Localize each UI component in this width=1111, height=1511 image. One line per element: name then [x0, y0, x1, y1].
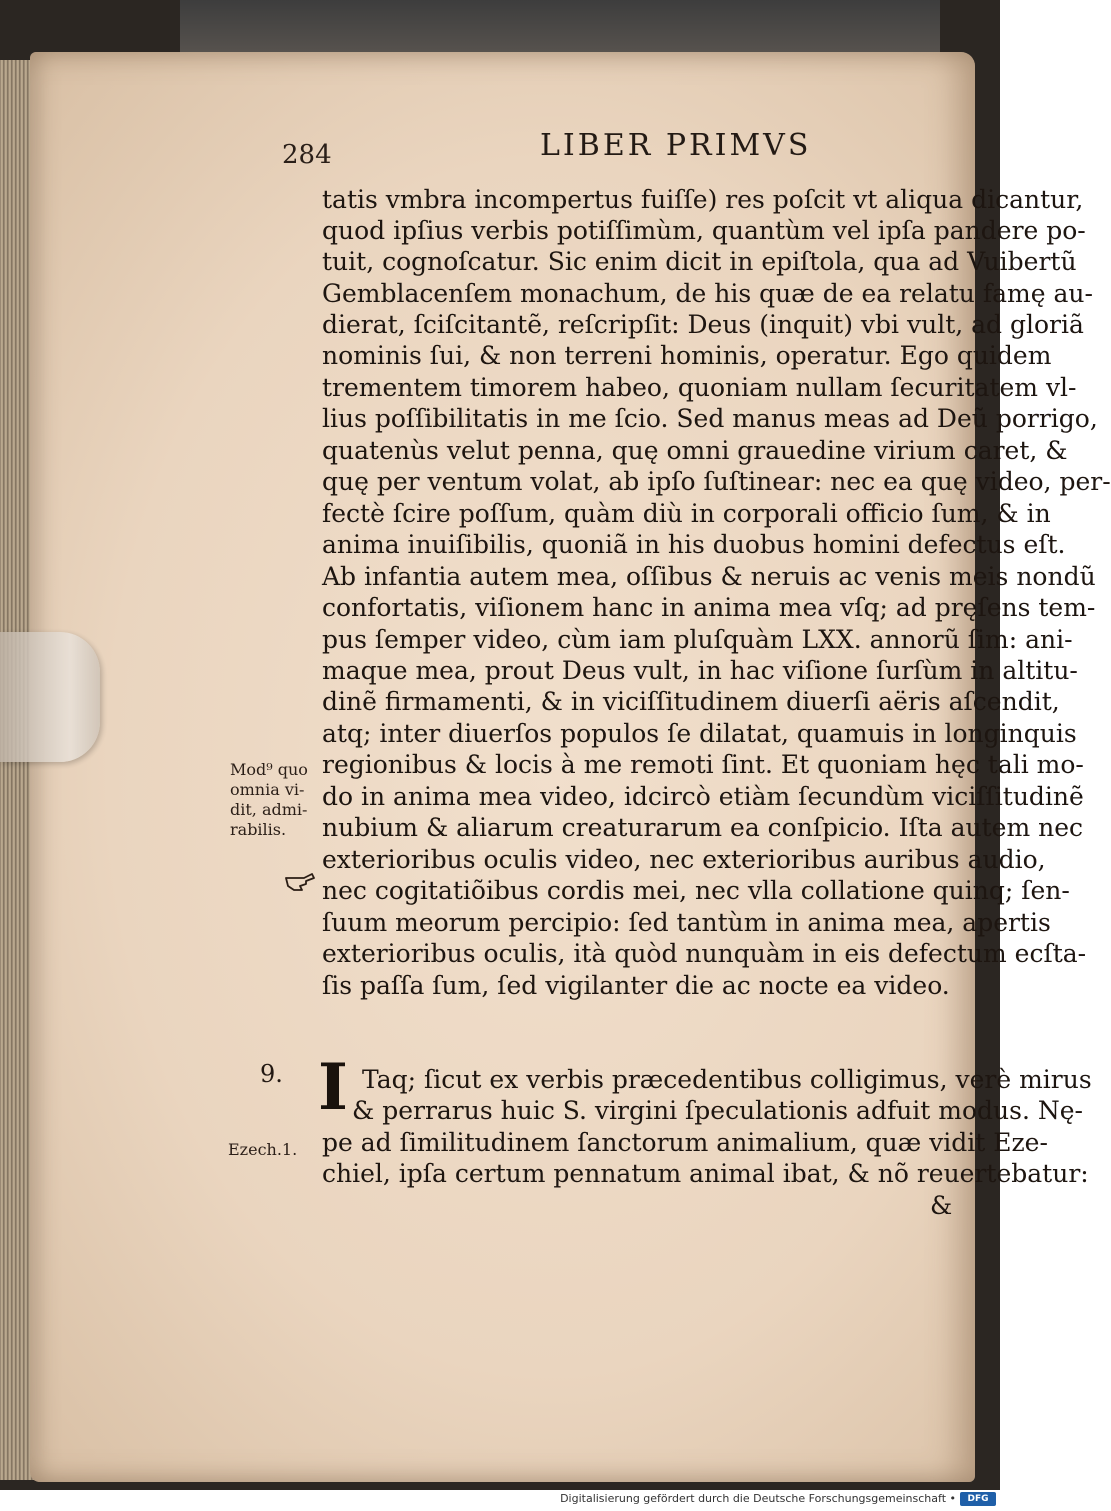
body-line: do in anima mea video, idcircò etiàm ſecundùm viciſſitudinẽ: [322, 782, 1084, 811]
body-line: quatenùs velut penna, quę omni grauedine virium caret, &: [322, 436, 1068, 465]
catchword: &: [930, 1191, 953, 1220]
body-line: Ab infantia autem mea, oſſibus & neruis ac venis meis nondũ: [322, 562, 1096, 591]
section-line: Taq; ſicut ex verbis præcedentibus colligimus, verè mirus: [362, 1065, 1092, 1094]
body-line: dierat, ſciſcitantẽ, reſcripſit: Deus (inquit) vbi vult, ad gloriã: [322, 310, 1084, 339]
body-line: exterioribus oculis, ità quòd nunquàm in eis defectum ecſta-: [322, 939, 1087, 968]
manicule-icon: [284, 872, 318, 894]
book-cover-edge: [180, 0, 940, 60]
body-line: dinẽ firmamenti, & in viciſſitudinem diuerſi aëris aſcendit,: [322, 687, 1060, 716]
body-line: maque mea, prout Deus vult, in hac viſione ſurſùm in altitu-: [322, 656, 1078, 685]
section-number: 9.: [260, 1060, 283, 1088]
body-line: quę per ventum volat, ab ipſo ſuſtinear: nec ea quę video, per-: [322, 467, 1111, 496]
margin-note-line: omnia vi-: [230, 780, 305, 799]
body-line: regionibus & locis à me remoti ſint. Et quoniam hęc tali mo-: [322, 750, 1084, 779]
body-line: ſuum meorum percipio: ſed tantùm in anima mea, apertis: [322, 908, 1051, 937]
body-line: anima inuiſibilis, quoniã in his duobus homini defectus eſt.: [322, 530, 1066, 559]
margin-note-line: dit, admi-: [230, 800, 308, 819]
body-line: nominis ſui, & non terreni hominis, operatur. Ego quidem: [322, 341, 1052, 370]
body-line: Gemblacenſem monachum, de his quæ de ea relatu famę au-: [322, 279, 1093, 308]
margin-note-ezech: Ezech.1.: [228, 1140, 298, 1159]
margin-note-line: Mod⁹ quo: [230, 760, 308, 779]
body-line: exterioribus oculis video, nec exterioribus auribus audio,: [322, 845, 1046, 874]
body-line: atq; inter diuerſos populos ſe dilatat, quamuis in longinquis: [322, 719, 1077, 748]
body-line: nubium & aliarum creaturarum ea conſpicio. Iſta autem nec: [322, 813, 1083, 842]
body-line: fectè ſcire poſſum, quàm diù in corporali officio ſum, & in: [322, 499, 1051, 528]
section-line: & perrarus huic S. virgini ſpeculationis adfuit modus. Nę-: [352, 1096, 1083, 1125]
body-line: trementem timorem habeo, quoniam nullam ſecuritatem vl-: [322, 373, 1077, 402]
dfg-logo: DFG: [960, 1492, 996, 1506]
running-head: LIBER PRIMVS: [540, 128, 812, 163]
body-line: lius poſſibilitatis in me ſcio. Sed manus meas ad Deũ porrigo,: [322, 404, 1098, 433]
body-line: quod ipſius verbis potiſſimùm, quantùm vel ipſa pandere po-: [322, 216, 1086, 245]
section-line: pe ad ſimilitudinem ſanctorum animalium, quæ vidit Eze-: [322, 1128, 1048, 1157]
body-line: tuit, cognoſcatur. Sic enim dicit in epiſtola, qua ad Vuibertũ: [322, 247, 1077, 276]
section-line: chiel, ipſa certum pennatum animal ibat, & nõ reuertebatur:: [322, 1159, 1089, 1188]
body-line: pus ſemper video, cùm iam pluſquàm LXX. annorũ ſim: ani-: [322, 625, 1073, 654]
funding-notice: Digitalisierung gefördert durch die Deutsche Forschungsgemeinschaft •: [560, 1492, 956, 1505]
page-number: 284: [282, 140, 332, 170]
margin-note-line: rabilis.: [230, 820, 287, 839]
drop-capital: I: [318, 1050, 348, 1125]
body-line: ſis paſſa ſum, ſed vigilanter die ac nocte ea video.: [322, 971, 950, 1000]
body-line: confortatis, viſionem hanc in anima mea vſq; ad pręſens tem-: [322, 593, 1096, 622]
body-line: nec cogitatiõibus cordis mei, nec vlla collatione quinq; ſen-: [322, 876, 1070, 905]
page-clip: [0, 632, 100, 762]
body-line: tatis vmbra incompertus fuiſſe) res poſcit vt aliqua dicantur,: [322, 185, 1084, 214]
footer-bar: [0, 1490, 1000, 1511]
